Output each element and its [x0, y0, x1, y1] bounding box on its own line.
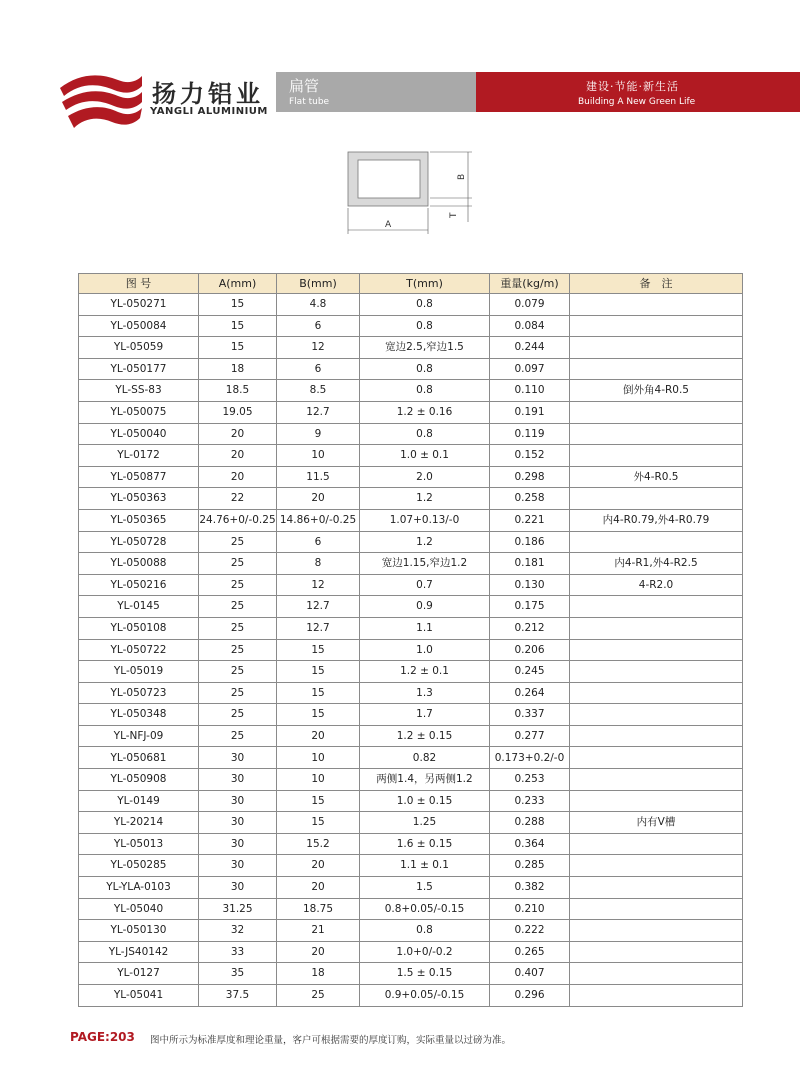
cell-weight: 0.152 [490, 445, 570, 467]
cell-part-no: YL-050177 [79, 358, 199, 380]
cell-t: 0.8 [360, 920, 490, 942]
footer-note: 图中所示为标准厚度和理论重量，客户可根据需要的厚度订购，实际重量以过磅为准。 [150, 1035, 512, 1046]
cell-remarks [570, 769, 743, 791]
cell-weight: 0.181 [490, 553, 570, 575]
cell-weight: 0.244 [490, 337, 570, 359]
cell-a: 15 [199, 337, 277, 359]
cell-b: 20 [277, 941, 360, 963]
cell-remarks [570, 596, 743, 618]
cell-weight: 0.191 [490, 401, 570, 423]
cell-remarks [570, 682, 743, 704]
table-row [79, 941, 743, 963]
cell-weight: 0.364 [490, 833, 570, 855]
cell-b: 6 [277, 531, 360, 553]
cell-weight: 0.175 [490, 596, 570, 618]
cell-part-no: YL-05040 [79, 898, 199, 920]
table-row [79, 920, 743, 942]
cell-part-no: YL-050363 [79, 488, 199, 510]
cell-weight: 0.084 [490, 315, 570, 337]
cell-t: 0.8 [360, 358, 490, 380]
cell-remarks [570, 337, 743, 359]
brand-name-en: YANGLI ALUMINIUM [150, 106, 268, 117]
table-row [79, 423, 743, 445]
cell-a: 18 [199, 358, 277, 380]
cell-b: 15.2 [277, 833, 360, 855]
cell-b: 6 [277, 315, 360, 337]
cell-weight: 0.264 [490, 682, 570, 704]
cell-a: 30 [199, 855, 277, 877]
slogan-en: Building A New Green Life [578, 97, 696, 107]
cell-a: 25 [199, 617, 277, 639]
cell-b: 10 [277, 747, 360, 769]
table-row [79, 985, 743, 1007]
cell-b: 10 [277, 445, 360, 467]
dimension-a-label: A [385, 220, 392, 230]
cell-weight: 0.288 [490, 812, 570, 834]
cell-a: 25 [199, 725, 277, 747]
cell-b: 12.7 [277, 596, 360, 618]
cell-weight: 0.173+0.2/-0 [490, 747, 570, 769]
cell-remarks [570, 358, 743, 380]
cell-a: 25 [199, 661, 277, 683]
cell-weight: 0.206 [490, 639, 570, 661]
table-row [79, 769, 743, 791]
cell-part-no: YL-050908 [79, 769, 199, 791]
cell-weight: 0.212 [490, 617, 570, 639]
cell-t: 1.2 [360, 488, 490, 510]
cell-part-no: YL-050728 [79, 531, 199, 553]
cell-b: 12.7 [277, 401, 360, 423]
cell-part-no: YL-YLA-0103 [79, 877, 199, 899]
cell-part-no: YL-050040 [79, 423, 199, 445]
cell-a: 20 [199, 445, 277, 467]
table-row [79, 380, 743, 402]
table-row [79, 401, 743, 423]
cell-t: 1.1 ± 0.1 [360, 855, 490, 877]
cell-t: 0.8 [360, 315, 490, 337]
cell-part-no: YL-050285 [79, 855, 199, 877]
cross-section-diagram [330, 142, 480, 242]
cell-remarks [570, 985, 743, 1007]
cell-t: 宽边1.15,窄边1.2 [360, 553, 490, 575]
cell-part-no: YL-05041 [79, 985, 199, 1007]
cell-b: 18 [277, 963, 360, 985]
table-row [79, 315, 743, 337]
table-row [79, 596, 743, 618]
cell-remarks: 内4-R0.79,外4-R0.79 [570, 509, 743, 531]
cell-part-no: YL-050088 [79, 553, 199, 575]
cell-t: 0.9 [360, 596, 490, 618]
cell-t: 1.2 ± 0.16 [360, 401, 490, 423]
cell-weight: 0.277 [490, 725, 570, 747]
cell-t: 0.82 [360, 747, 490, 769]
cell-a: 24.76+0/-0.25 [199, 509, 277, 531]
header-part-no: 图 号 [79, 274, 199, 294]
cell-remarks [570, 790, 743, 812]
cell-t: 1.5 [360, 877, 490, 899]
table-row [79, 855, 743, 877]
cell-remarks [570, 963, 743, 985]
cell-weight: 0.110 [490, 380, 570, 402]
cell-weight: 0.265 [490, 941, 570, 963]
cell-remarks: 外4-R0.5 [570, 466, 743, 488]
cell-a: 32 [199, 920, 277, 942]
cell-weight: 0.130 [490, 574, 570, 596]
cell-b: 10 [277, 769, 360, 791]
cell-remarks: 倒外角4-R0.5 [570, 380, 743, 402]
cell-a: 25 [199, 531, 277, 553]
dimension-b-label: B [457, 173, 467, 180]
cell-b: 12 [277, 337, 360, 359]
cell-part-no: YL-050084 [79, 315, 199, 337]
cell-weight: 0.382 [490, 877, 570, 899]
cell-remarks [570, 833, 743, 855]
slogan-cn: 建设·节能·新生活 [586, 80, 679, 93]
cell-a: 25 [199, 682, 277, 704]
cell-part-no: YL-050075 [79, 401, 199, 423]
cell-a: 30 [199, 769, 277, 791]
cell-weight: 0.258 [490, 488, 570, 510]
spec-table-wrapper [78, 273, 742, 1007]
cell-weight: 0.186 [490, 531, 570, 553]
cell-t: 1.07+0.13/-0 [360, 509, 490, 531]
cell-part-no: YL-050348 [79, 704, 199, 726]
table-row [79, 639, 743, 661]
cell-remarks [570, 920, 743, 942]
cell-a: 15 [199, 315, 277, 337]
table-row [79, 790, 743, 812]
cell-remarks [570, 661, 743, 683]
header-a: A(mm) [199, 274, 277, 294]
table-row [79, 553, 743, 575]
cell-a: 20 [199, 423, 277, 445]
cell-remarks [570, 704, 743, 726]
cell-remarks [570, 488, 743, 510]
cell-weight: 0.210 [490, 898, 570, 920]
cell-b: 15 [277, 790, 360, 812]
table-row [79, 337, 743, 359]
cell-remarks [570, 294, 743, 316]
cell-remarks [570, 725, 743, 747]
table-row [79, 747, 743, 769]
table-row [79, 898, 743, 920]
cell-part-no: YL-050271 [79, 294, 199, 316]
cell-remarks [570, 747, 743, 769]
table-body [79, 294, 743, 1007]
cell-a: 30 [199, 833, 277, 855]
cell-b: 20 [277, 725, 360, 747]
cell-b: 9 [277, 423, 360, 445]
cell-part-no: YL-SS-83 [79, 380, 199, 402]
cell-b: 14.86+0/-0.25 [277, 509, 360, 531]
cell-b: 18.75 [277, 898, 360, 920]
cell-part-no: YL-050108 [79, 617, 199, 639]
table-row [79, 725, 743, 747]
table-row [79, 574, 743, 596]
cell-b: 20 [277, 877, 360, 899]
cell-t: 0.9+0.05/-0.15 [360, 985, 490, 1007]
cell-part-no: YL-JS40142 [79, 941, 199, 963]
cell-t: 0.7 [360, 574, 490, 596]
header-remarks: 备 注 [570, 274, 743, 294]
brand-name-cn: 扬力铝业 [152, 80, 264, 108]
table-row [79, 877, 743, 899]
table-row [79, 294, 743, 316]
page-number: PAGE:203 [70, 1030, 135, 1044]
cell-t: 2.0 [360, 466, 490, 488]
cell-remarks [570, 315, 743, 337]
table-row [79, 704, 743, 726]
table-row [79, 661, 743, 683]
table-header-row [79, 274, 743, 294]
cell-t: 1.1 [360, 617, 490, 639]
cell-t: 0.8 [360, 380, 490, 402]
cell-b: 15 [277, 661, 360, 683]
table-row [79, 531, 743, 553]
cell-b: 15 [277, 704, 360, 726]
cell-b: 20 [277, 855, 360, 877]
cell-a: 25 [199, 574, 277, 596]
cell-remarks [570, 531, 743, 553]
cell-remarks: 内4-R1,外4-R2.5 [570, 553, 743, 575]
cell-part-no: YL-0172 [79, 445, 199, 467]
cell-t: 1.7 [360, 704, 490, 726]
product-title-cn: 扁管 [289, 77, 320, 95]
cell-part-no: YL-0145 [79, 596, 199, 618]
cell-part-no: YL-050681 [79, 747, 199, 769]
cell-t: 1.2 ± 0.1 [360, 661, 490, 683]
cell-a: 30 [199, 877, 277, 899]
cell-b: 15 [277, 812, 360, 834]
cell-t: 1.3 [360, 682, 490, 704]
company-logo [58, 66, 144, 134]
cell-t: 两侧1.4，另两侧1.2 [360, 769, 490, 791]
cell-t: 0.8 [360, 423, 490, 445]
cell-t: 0.8+0.05/-0.15 [360, 898, 490, 920]
table-row [79, 812, 743, 834]
cell-remarks [570, 617, 743, 639]
cell-part-no: YL-05059 [79, 337, 199, 359]
table-row [79, 617, 743, 639]
cell-t: 1.0+0/-0.2 [360, 941, 490, 963]
cell-b: 21 [277, 920, 360, 942]
table-row [79, 833, 743, 855]
cell-remarks [570, 423, 743, 445]
cell-part-no: YL-050216 [79, 574, 199, 596]
cell-b: 8 [277, 553, 360, 575]
cell-a: 22 [199, 488, 277, 510]
cell-a: 19.05 [199, 401, 277, 423]
cell-remarks [570, 401, 743, 423]
cell-weight: 0.407 [490, 963, 570, 985]
cell-b: 25 [277, 985, 360, 1007]
cell-t: 宽边2.5,窄边1.5 [360, 337, 490, 359]
header-t: T(mm) [360, 274, 490, 294]
tube-inner [358, 160, 420, 198]
cell-t: 1.2 ± 0.15 [360, 725, 490, 747]
table-row [79, 509, 743, 531]
cell-part-no: YL-0127 [79, 963, 199, 985]
cell-a: 30 [199, 812, 277, 834]
cell-weight: 0.296 [490, 985, 570, 1007]
cell-a: 30 [199, 790, 277, 812]
cell-b: 12.7 [277, 617, 360, 639]
cell-part-no: YL-050723 [79, 682, 199, 704]
cell-a: 25 [199, 553, 277, 575]
cell-b: 15 [277, 682, 360, 704]
cell-b: 15 [277, 639, 360, 661]
cell-a: 35 [199, 963, 277, 985]
cell-b: 11.5 [277, 466, 360, 488]
cell-remarks [570, 855, 743, 877]
cell-a: 33 [199, 941, 277, 963]
cell-b: 8.5 [277, 380, 360, 402]
cell-part-no: YL-050877 [79, 466, 199, 488]
table-row [79, 682, 743, 704]
cell-t: 1.25 [360, 812, 490, 834]
cell-a: 25 [199, 704, 277, 726]
cell-weight: 0.298 [490, 466, 570, 488]
cell-remarks [570, 639, 743, 661]
dimension-t-label: T [449, 212, 459, 218]
cell-part-no: YL-05019 [79, 661, 199, 683]
cell-b: 4.8 [277, 294, 360, 316]
cell-t: 1.6 ± 0.15 [360, 833, 490, 855]
cell-a: 20 [199, 466, 277, 488]
cell-weight: 0.221 [490, 509, 570, 531]
cell-weight: 0.253 [490, 769, 570, 791]
cell-weight: 0.079 [490, 294, 570, 316]
cell-part-no: YL-050722 [79, 639, 199, 661]
cell-remarks [570, 445, 743, 467]
header-weight: 重量(kg/m) [490, 274, 570, 294]
cell-part-no: YL-0149 [79, 790, 199, 812]
header-b: B(mm) [277, 274, 360, 294]
cell-t: 1.0 [360, 639, 490, 661]
cell-b: 20 [277, 488, 360, 510]
cell-remarks: 内有V槽 [570, 812, 743, 834]
cell-a: 37.5 [199, 985, 277, 1007]
cell-weight: 0.245 [490, 661, 570, 683]
cell-t: 0.8 [360, 294, 490, 316]
cell-part-no: YL-20214 [79, 812, 199, 834]
table-row [79, 445, 743, 467]
table-row [79, 466, 743, 488]
cell-weight: 0.119 [490, 423, 570, 445]
cell-a: 30 [199, 747, 277, 769]
cell-a: 25 [199, 596, 277, 618]
cell-t: 1.2 [360, 531, 490, 553]
cell-t: 1.0 ± 0.1 [360, 445, 490, 467]
table-row [79, 488, 743, 510]
cell-remarks [570, 941, 743, 963]
cell-part-no: YL-050130 [79, 920, 199, 942]
cell-weight: 0.097 [490, 358, 570, 380]
cell-part-no: YL-050365 [79, 509, 199, 531]
cell-remarks [570, 898, 743, 920]
table-row [79, 963, 743, 985]
cell-a: 31.25 [199, 898, 277, 920]
cell-weight: 0.233 [490, 790, 570, 812]
cell-a: 18.5 [199, 380, 277, 402]
cell-part-no: YL-05013 [79, 833, 199, 855]
cell-weight: 0.222 [490, 920, 570, 942]
cell-t: 1.0 ± 0.15 [360, 790, 490, 812]
product-title-en: Flat tube [289, 97, 330, 107]
spec-table [78, 273, 743, 1007]
cell-weight: 0.337 [490, 704, 570, 726]
cell-b: 12 [277, 574, 360, 596]
cell-a: 25 [199, 639, 277, 661]
cell-weight: 0.285 [490, 855, 570, 877]
cell-b: 6 [277, 358, 360, 380]
cell-a: 15 [199, 294, 277, 316]
cell-remarks: 4-R2.0 [570, 574, 743, 596]
table-row [79, 358, 743, 380]
cell-part-no: YL-NFJ-09 [79, 725, 199, 747]
cell-t: 1.5 ± 0.15 [360, 963, 490, 985]
cell-remarks [570, 877, 743, 899]
